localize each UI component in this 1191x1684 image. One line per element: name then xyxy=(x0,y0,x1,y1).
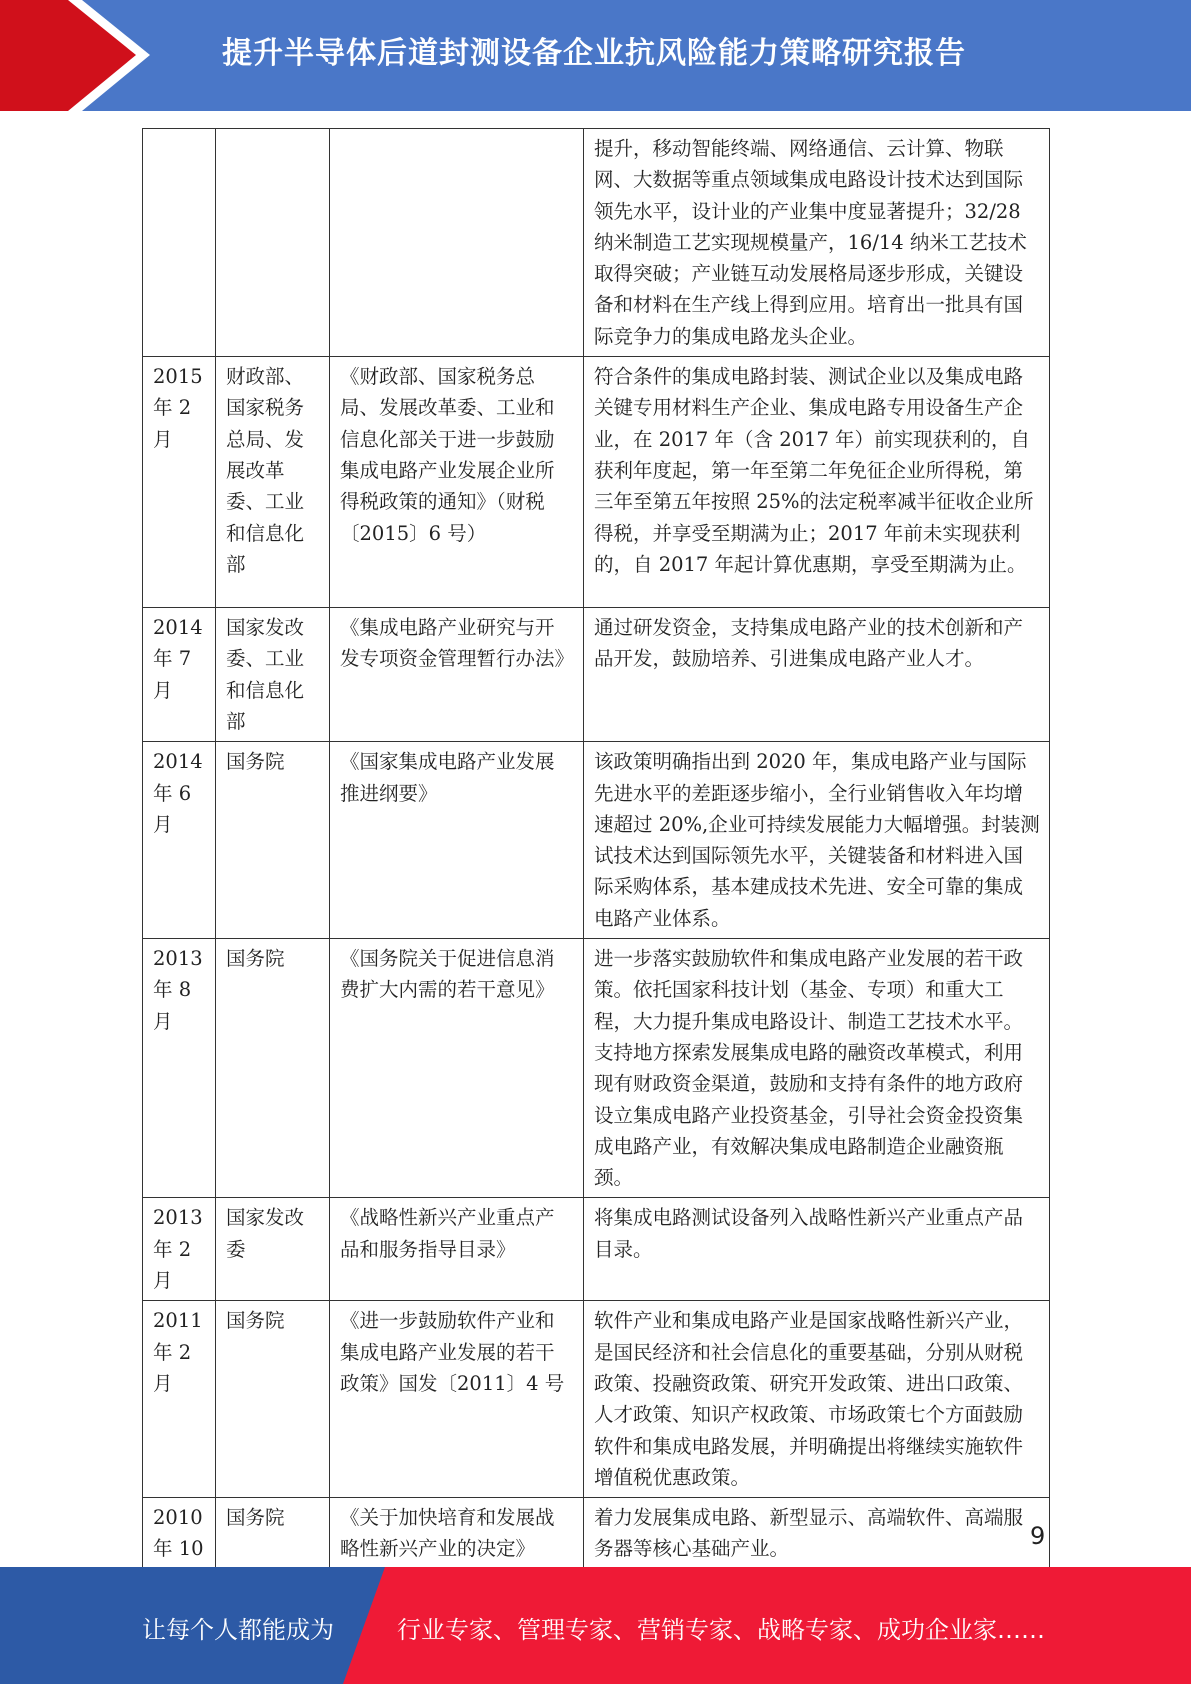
department-cell: 国务院 xyxy=(216,939,330,1198)
date-cell: 2011 年 2 月 xyxy=(143,1301,216,1498)
document-cell: 《国务院关于促进信息消费扩大内需的若干意见》 xyxy=(330,939,584,1198)
date-cell: 2015 年 2 月 xyxy=(143,357,216,608)
department-cell: 国家发改委、工业和信息化部 xyxy=(216,608,330,742)
department-cell: 国务院 xyxy=(216,1498,330,1570)
table-row xyxy=(143,608,1050,742)
content-cell: 进一步落实鼓励软件和集成电路产业发展的若干政策。依托国家科技计划（基金、专项）和重大工程，大力提升集成电路设计、制造工艺技术水平。支持地方探索发展集成电路的融资改革模式，利用现有财政资金渠道，鼓励和支持有条件的地方政府设立集成电路产业投资基金，引导社会资金投资集成电路产业，有效解决集成电路制造企业融资瓶颈。 xyxy=(584,939,1050,1198)
document-cell: 《财政部、国家税务总局、发展改革委、工业和信息化部关于进一步鼓励集成电路产业发展企业所得税政策的通知》（财税〔2015〕6 号） xyxy=(330,357,584,608)
table-row xyxy=(143,357,1050,608)
document-cell: 《战略性新兴产业重点产品和服务指导目录》 xyxy=(330,1198,584,1301)
content-cell: 将集成电路测试设备列入战略性新兴产业重点产品目录。 xyxy=(584,1198,1050,1301)
department-cell: 国务院 xyxy=(216,742,330,939)
content-cell: 软件产业和集成电路产业是国家战略性新兴产业，是国民经济和社会信息化的重要基础，分别从财税政策、投融资政策、研究开发政策、进出口政策、人才政策、知识产权政策、市场政策七个方面鼓励软件和集成电路发展，并明确提出将继续实施软件增值税优惠政策。 xyxy=(584,1301,1050,1498)
report-title: 提升半导体后道封测设备企业抗风险能力策略研究报告 xyxy=(222,36,966,71)
policy-table xyxy=(142,128,1050,1570)
document-cell: 《国家集成电路产业发展推进纲要》 xyxy=(330,742,584,939)
date-cell: 2010 年 10 xyxy=(143,1498,216,1570)
date-cell xyxy=(143,129,216,357)
department-cell: 国务院 xyxy=(216,1301,330,1498)
content-cell: 符合条件的集成电路封装、测试企业以及集成电路关键专用材料生产企业、集成电路专用设备生产企业，在 2017 年（含 2017 年）前实现获利的，自获利年度起，第一年至第二年免征企业所得税，第三年至第五年按照 25%的法定税率减半征收企业所得税，并享受至期满为止；2017 年前未实现获利的，自 2017 年起计算优惠期，享受至期满为止。 xyxy=(584,357,1050,608)
page-header xyxy=(0,0,1191,111)
header-arrow-decoration xyxy=(0,0,150,111)
table-row xyxy=(143,742,1050,939)
table-row xyxy=(143,1198,1050,1301)
content-cell: 通过研发资金，支持集成电路产业的技术创新和产品开发，鼓励培养、引进集成电路产业人才。 xyxy=(584,608,1050,742)
table-row xyxy=(143,129,1050,357)
department-cell xyxy=(216,129,330,357)
content-cell: 着力发展集成电路、新型显示、高端软件、高端服务器等核心基础产业。 xyxy=(584,1498,1050,1570)
table-row xyxy=(143,1301,1050,1498)
document-cell: 《关于加快培育和发展战略性新兴产业的决定》 xyxy=(330,1498,584,1570)
footer-slogan-left: 让每个人都能成为 xyxy=(142,1616,334,1644)
table-row xyxy=(143,939,1050,1198)
page-footer xyxy=(0,1567,1191,1684)
date-cell: 2014 年 6 月 xyxy=(143,742,216,939)
date-cell: 2014 年 7 月 xyxy=(143,608,216,742)
document-cell xyxy=(330,129,584,357)
date-cell: 2013 年 8 月 xyxy=(143,939,216,1198)
content-cell: 该政策明确指出到 2020 年，集成电路产业与国际先进水平的差距逐步缩小，全行业销售收入年均增速超过 20%,企业可持续发展能力大幅增强。封装测试技术达到国际领先水平，关键装备和材料进入国际采购体系，基本建成技术先进、安全可靠的集成电路产业体系。 xyxy=(584,742,1050,939)
document-cell: 《集成电路产业研究与开发专项资金管理暂行办法》 xyxy=(330,608,584,742)
department-cell: 财政部、国家税务总局、发展改革委、工业和信息化部 xyxy=(216,357,330,608)
document-cell: 《进一步鼓励软件产业和集成电路产业发展的若干政策》国发〔2011〕4 号 xyxy=(330,1301,584,1498)
content-cell: 提升，移动智能终端、网络通信、云计算、物联网、大数据等重点领域集成电路设计技术达到国际领先水平，设计业的产业集中度显著提升；32/28 纳米制造工艺实现规模量产，16/14 纳米工艺技术取得突破；产业链互动发展格局逐步形成，关键设备和材料在生产线上得到应用。培育出一批具有国际竞争力的集成电路龙头企业。 xyxy=(584,129,1050,357)
page-number: 9 xyxy=(1030,1522,1046,1550)
footer-slogan-right: 行业专家、管理专家、营销专家、战略专家、成功企业家…… xyxy=(397,1616,1045,1644)
date-cell: 2013 年 2 月 xyxy=(143,1198,216,1301)
table-row xyxy=(143,1498,1050,1570)
department-cell: 国家发改委 xyxy=(216,1198,330,1301)
